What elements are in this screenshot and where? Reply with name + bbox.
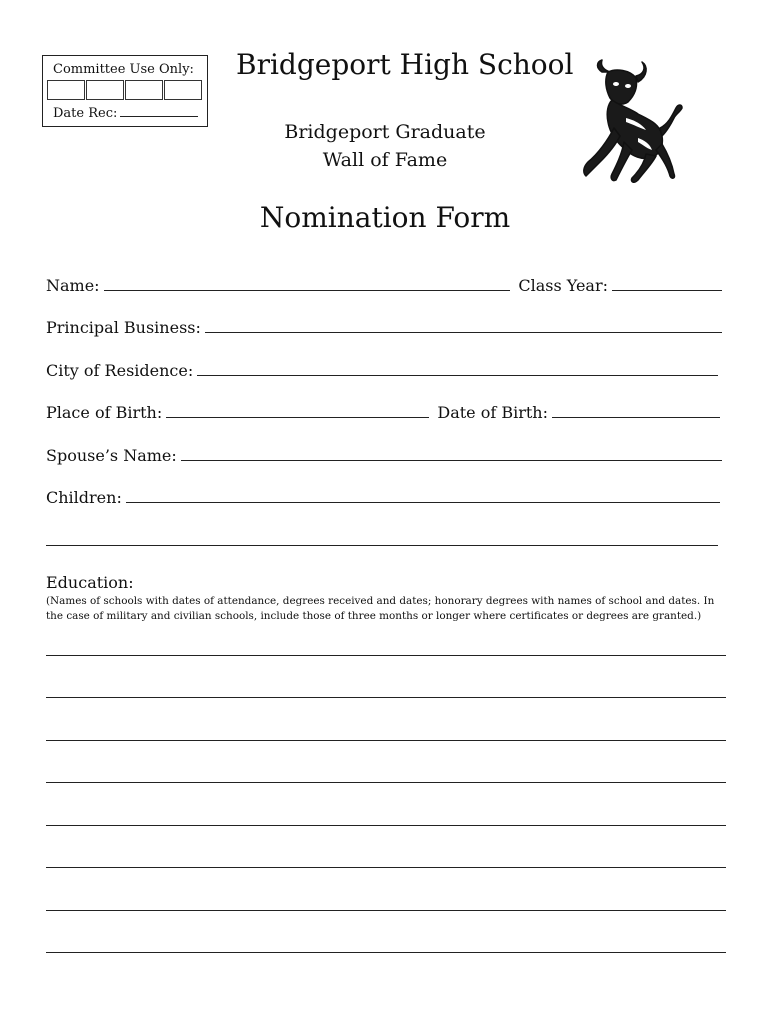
children-label: Children:	[46, 488, 122, 507]
place-of-birth-field[interactable]	[166, 405, 429, 418]
committee-use-box	[42, 55, 208, 127]
date-of-birth-field[interactable]	[552, 405, 720, 418]
principal-business-field[interactable]	[205, 320, 722, 333]
name-row	[46, 276, 722, 295]
name-field[interactable]	[104, 278, 511, 291]
children-continuation-line[interactable]	[46, 545, 718, 546]
date-of-birth-label: Date of Birth:	[437, 403, 548, 422]
birth-row	[46, 403, 720, 422]
committee-cells	[47, 80, 203, 100]
education-note: (Names of schools with dates of attendance, degrees received and dates; honorary degrees with names of school and dates. In the case of military and civilian schools, include those of three months or longer where certificates or degrees are granted.)	[46, 595, 715, 622]
education-line[interactable]	[46, 655, 726, 656]
education-label: Education:	[46, 573, 134, 592]
committee-cell[interactable]	[164, 80, 202, 100]
principal-business-row	[46, 318, 722, 337]
education-line[interactable]	[46, 740, 726, 741]
education-line[interactable]	[46, 825, 726, 826]
city-of-residence-field[interactable]	[197, 363, 718, 376]
children-field[interactable]	[126, 490, 720, 503]
subtitle-line2: Wall of Fame	[322, 149, 448, 171]
principal-business-label: Principal Business:	[46, 318, 201, 337]
committee-cell[interactable]	[125, 80, 163, 100]
class-year-label: Class Year:	[518, 276, 608, 295]
education-line[interactable]	[46, 697, 726, 698]
place-of-birth-label: Place of Birth:	[46, 403, 163, 422]
class-year-field[interactable]	[612, 278, 722, 291]
spouses-name-label: Spouse’s Name:	[46, 446, 177, 465]
subtitle-line1: Bridgeport Graduate	[284, 121, 486, 143]
committee-use-label: Committee Use Only:	[53, 62, 194, 77]
date-received	[53, 105, 198, 121]
form-title: Nomination Form	[259, 201, 511, 234]
education-line[interactable]	[46, 910, 726, 911]
school-title: Bridgeport High School	[236, 48, 574, 81]
name-label: Name:	[46, 276, 100, 295]
spouses-name-field[interactable]	[181, 448, 722, 461]
city-of-residence-label: City of Residence:	[46, 361, 194, 380]
committee-cell[interactable]	[47, 80, 85, 100]
city-of-residence-row	[46, 361, 718, 380]
bull-mascot-icon	[572, 58, 690, 190]
date-received-field[interactable]	[120, 105, 198, 117]
education-line[interactable]	[46, 867, 726, 868]
education-line[interactable]	[46, 952, 726, 953]
spouses-name-row	[46, 446, 722, 465]
committee-cell[interactable]	[86, 80, 124, 100]
education-line[interactable]	[46, 782, 726, 783]
date-received-label: Date Rec:	[53, 106, 118, 121]
children-row	[46, 488, 720, 507]
